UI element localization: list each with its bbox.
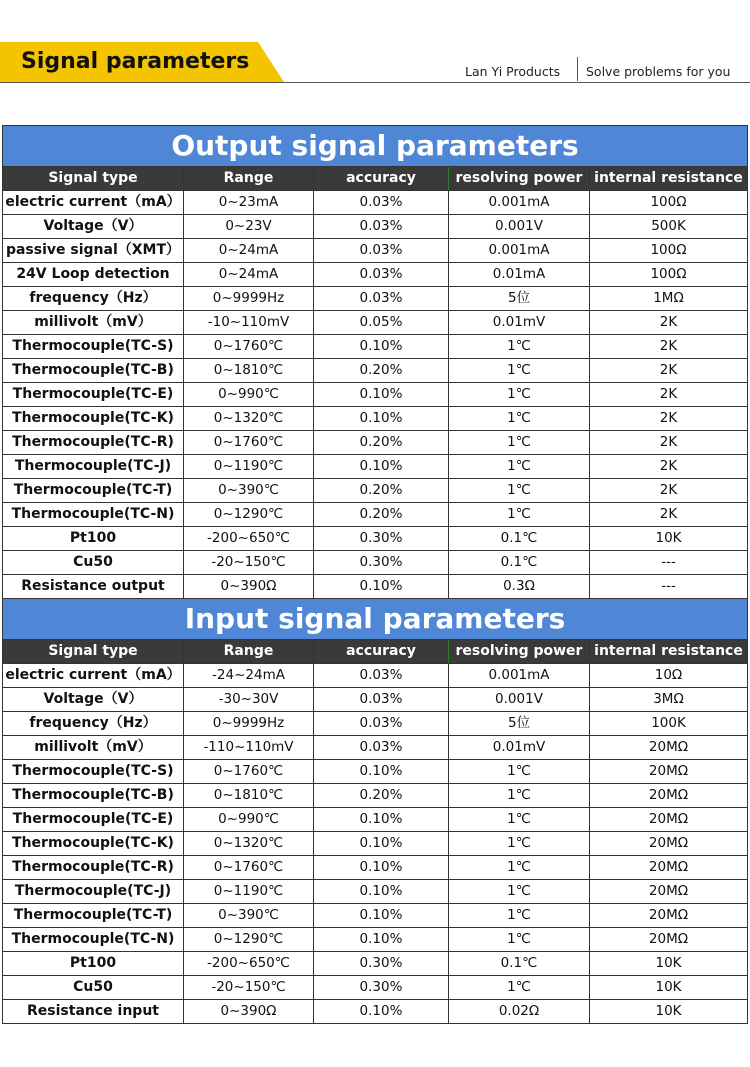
table-row <box>3 664 748 688</box>
table-row <box>3 952 748 976</box>
table-row <box>3 1000 748 1024</box>
table-cell: 0.05% <box>314 311 449 335</box>
column-header: Range <box>184 640 314 664</box>
table-row <box>3 407 748 431</box>
table-cell: 1℃ <box>449 359 590 383</box>
header-rule <box>0 82 750 83</box>
table-cell: 0.30% <box>314 952 449 976</box>
signal-type-cell: Thermocouple(TC-T) <box>3 479 184 503</box>
table-row <box>3 431 748 455</box>
table-cell: -20~150℃ <box>184 551 314 575</box>
column-header: resolving power <box>449 167 590 191</box>
table-row <box>3 263 748 287</box>
table-cell: 0.10% <box>314 928 449 952</box>
table-cell: 0~1290℃ <box>184 928 314 952</box>
signal-type-cell: Thermocouple(TC-K) <box>3 407 184 431</box>
table-row <box>3 551 748 575</box>
signal-type-cell: Thermocouple(TC-B) <box>3 784 184 808</box>
table-cell: 0.001mA <box>449 191 590 215</box>
table-cell: 2K <box>590 503 748 527</box>
signal-type-cell: 24V Loop detection <box>3 263 184 287</box>
table-cell: 0~1290℃ <box>184 503 314 527</box>
table-cell: 1℃ <box>449 904 590 928</box>
table-cell: 1℃ <box>449 503 590 527</box>
signal-type-cell: millivolt（mV） <box>3 736 184 760</box>
table-cell: 10K <box>590 952 748 976</box>
table-cell: 0.10% <box>314 575 449 599</box>
table-cell: 0~1760℃ <box>184 856 314 880</box>
table-row <box>3 712 748 736</box>
table-cell: 0.03% <box>314 263 449 287</box>
table-cell: 1℃ <box>449 808 590 832</box>
table-cell: 20MΩ <box>590 832 748 856</box>
table-cell: 1℃ <box>449 760 590 784</box>
column-header: internal resistance <box>590 167 748 191</box>
table-cell: 1℃ <box>449 479 590 503</box>
table-cell: -24~24mA <box>184 664 314 688</box>
input-header-row <box>3 640 748 664</box>
table-cell: 0.02Ω <box>449 1000 590 1024</box>
signal-type-cell: Resistance output <box>3 575 184 599</box>
signal-type-cell: Cu50 <box>3 976 184 1000</box>
signal-type-cell: frequency（Hz） <box>3 712 184 736</box>
output-section-title-row <box>3 126 748 167</box>
table-cell: 0~990℃ <box>184 808 314 832</box>
signal-parameters-table <box>2 125 748 1024</box>
table-cell: 0.20% <box>314 784 449 808</box>
table-cell: 0.10% <box>314 455 449 479</box>
table-cell: 0.001V <box>449 215 590 239</box>
table-cell: 0.10% <box>314 856 449 880</box>
table-row <box>3 575 748 599</box>
column-header: Signal type <box>3 640 184 664</box>
table-cell: 0.1℃ <box>449 952 590 976</box>
signal-type-cell: Thermocouple(TC-J) <box>3 455 184 479</box>
table-cell: 0~1760℃ <box>184 335 314 359</box>
output-section-title: Output signal parameters <box>3 126 748 167</box>
table-row <box>3 904 748 928</box>
table-cell: 0.03% <box>314 239 449 263</box>
table-cell: 100Ω <box>590 263 748 287</box>
table-cell: -200~650℃ <box>184 527 314 551</box>
signal-type-cell: electric current（mA） <box>3 191 184 215</box>
table-cell: 0.03% <box>314 688 449 712</box>
signal-type-cell: Thermocouple(TC-J) <box>3 880 184 904</box>
signal-type-cell: Pt100 <box>3 527 184 551</box>
table-cell: 0.01mV <box>449 736 590 760</box>
table-cell: 0~1760℃ <box>184 431 314 455</box>
table-cell: 1℃ <box>449 832 590 856</box>
table-cell: 0~1320℃ <box>184 832 314 856</box>
table-cell: 0.10% <box>314 880 449 904</box>
signal-type-cell: Thermocouple(TC-E) <box>3 383 184 407</box>
signal-type-cell: Voltage（V） <box>3 688 184 712</box>
table-row <box>3 359 748 383</box>
signal-type-cell: Thermocouple(TC-E) <box>3 808 184 832</box>
table-cell: 100Ω <box>590 239 748 263</box>
signal-type-cell: Thermocouple(TC-R) <box>3 431 184 455</box>
table-cell: 0~390℃ <box>184 904 314 928</box>
table-cell: 20MΩ <box>590 760 748 784</box>
signal-type-cell: millivolt（mV） <box>3 311 184 335</box>
signal-type-cell: Thermocouple(TC-T) <box>3 904 184 928</box>
table-row <box>3 928 748 952</box>
table-cell: 0.001V <box>449 688 590 712</box>
table-cell: 2K <box>590 383 748 407</box>
table-cell: 0.03% <box>314 287 449 311</box>
table-row <box>3 784 748 808</box>
table-cell: 0.10% <box>314 760 449 784</box>
table-cell: 0~1320℃ <box>184 407 314 431</box>
signal-type-cell: Thermocouple(TC-S) <box>3 335 184 359</box>
signal-type-cell: Thermocouple(TC-S) <box>3 760 184 784</box>
signal-type-cell: Pt100 <box>3 952 184 976</box>
table-cell: 0.1℃ <box>449 527 590 551</box>
table-cell: 500K <box>590 215 748 239</box>
column-header: Range <box>184 167 314 191</box>
column-header: accuracy <box>314 640 449 664</box>
table-cell: 0.30% <box>314 551 449 575</box>
table-cell: 1℃ <box>449 455 590 479</box>
output-header-row <box>3 167 748 191</box>
table-row <box>3 287 748 311</box>
table-row <box>3 976 748 1000</box>
table-row <box>3 335 748 359</box>
table-cell: 0.10% <box>314 832 449 856</box>
table-cell: 5位 <box>449 712 590 736</box>
input-section-title-row <box>3 599 748 640</box>
table-cell: --- <box>590 551 748 575</box>
page-title: Signal parameters <box>21 49 250 74</box>
signal-type-cell: Thermocouple(TC-B) <box>3 359 184 383</box>
table-cell: 0.03% <box>314 215 449 239</box>
table-cell: 0.10% <box>314 335 449 359</box>
table-cell: 1℃ <box>449 784 590 808</box>
table-cell: 20MΩ <box>590 784 748 808</box>
table-cell: 2K <box>590 479 748 503</box>
table-cell: 0~1810℃ <box>184 359 314 383</box>
signal-type-cell: Thermocouple(TC-K) <box>3 832 184 856</box>
table-row <box>3 688 748 712</box>
table-row <box>3 455 748 479</box>
table-cell: 0~390Ω <box>184 1000 314 1024</box>
table-row <box>3 880 748 904</box>
table-cell: 1℃ <box>449 928 590 952</box>
table-row <box>3 503 748 527</box>
table-cell: 0.10% <box>314 808 449 832</box>
brand-tag: Lan Yi Products <box>465 64 561 79</box>
signal-type-cell: passive signal（XMT） <box>3 239 184 263</box>
table-row <box>3 479 748 503</box>
table-cell: 0.01mA <box>449 263 590 287</box>
table-cell: 0.1℃ <box>449 551 590 575</box>
table-cell: 0.10% <box>314 407 449 431</box>
signal-type-cell: frequency（Hz） <box>3 287 184 311</box>
table-cell: 0~1810℃ <box>184 784 314 808</box>
table-cell: -110~110mV <box>184 736 314 760</box>
table-row <box>3 736 748 760</box>
table-cell: -30~30V <box>184 688 314 712</box>
table-cell: 0~390Ω <box>184 575 314 599</box>
table-cell: 0.10% <box>314 904 449 928</box>
table-cell: 10K <box>590 1000 748 1024</box>
table-cell: 1MΩ <box>590 287 748 311</box>
table-cell: 0~9999Hz <box>184 287 314 311</box>
table-cell: 0.20% <box>314 431 449 455</box>
table-cell: 1℃ <box>449 335 590 359</box>
table-cell: 3MΩ <box>590 688 748 712</box>
table-cell: 2K <box>590 407 748 431</box>
table-cell: 0.20% <box>314 479 449 503</box>
column-header: internal resistance <box>590 640 748 664</box>
table-cell: 10K <box>590 527 748 551</box>
column-header: Signal type <box>3 167 184 191</box>
table-cell: 0.001mA <box>449 239 590 263</box>
table-cell: -10~110mV <box>184 311 314 335</box>
table-cell: 0.03% <box>314 664 449 688</box>
table-cell: 0.001mA <box>449 664 590 688</box>
table-row <box>3 527 748 551</box>
table-cell: 0.01mV <box>449 311 590 335</box>
table-cell: 5位 <box>449 287 590 311</box>
signal-type-cell: Thermocouple(TC-N) <box>3 928 184 952</box>
table-cell: 0.3Ω <box>449 575 590 599</box>
table-cell: 0.10% <box>314 383 449 407</box>
table-cell: 0~23V <box>184 215 314 239</box>
table-cell: 20MΩ <box>590 856 748 880</box>
signal-type-cell: Resistance input <box>3 1000 184 1024</box>
table-cell: 0.03% <box>314 712 449 736</box>
table-cell: 2K <box>590 359 748 383</box>
column-header: accuracy <box>314 167 449 191</box>
signal-type-cell: Thermocouple(TC-R) <box>3 856 184 880</box>
signal-type-cell: Voltage（V） <box>3 215 184 239</box>
table-cell: 2K <box>590 335 748 359</box>
table-row <box>3 832 748 856</box>
table-cell: 0~1190℃ <box>184 880 314 904</box>
table-cell: 0~990℃ <box>184 383 314 407</box>
signal-type-cell: electric current（mA） <box>3 664 184 688</box>
table-cell: 1℃ <box>449 880 590 904</box>
table-cell: 2K <box>590 431 748 455</box>
table-cell: 2K <box>590 311 748 335</box>
table-row <box>3 760 748 784</box>
table-cell: 0.03% <box>314 736 449 760</box>
table-cell: 0.03% <box>314 191 449 215</box>
table-cell: 10K <box>590 976 748 1000</box>
table-cell: 10Ω <box>590 664 748 688</box>
table-cell: 0.20% <box>314 359 449 383</box>
table-cell: 1℃ <box>449 407 590 431</box>
table-row <box>3 215 748 239</box>
table-cell: -200~650℃ <box>184 952 314 976</box>
table-cell: 0~9999Hz <box>184 712 314 736</box>
table-cell: 0.10% <box>314 1000 449 1024</box>
table-row <box>3 383 748 407</box>
table-cell: --- <box>590 575 748 599</box>
signal-type-cell: Thermocouple(TC-N) <box>3 503 184 527</box>
table-cell: 0~23mA <box>184 191 314 215</box>
table-cell: -20~150℃ <box>184 976 314 1000</box>
table-cell: 20MΩ <box>590 880 748 904</box>
table-cell: 0.30% <box>314 527 449 551</box>
table-cell: 0.30% <box>314 976 449 1000</box>
table-cell: 0~1760℃ <box>184 760 314 784</box>
table-cell: 0~24mA <box>184 263 314 287</box>
column-header: resolving power <box>449 640 590 664</box>
table-cell: 20MΩ <box>590 928 748 952</box>
table-cell: 1℃ <box>449 431 590 455</box>
table-row <box>3 311 748 335</box>
table-cell: 20MΩ <box>590 808 748 832</box>
table-row <box>3 191 748 215</box>
signal-type-cell: Cu50 <box>3 551 184 575</box>
table-cell: 0~390℃ <box>184 479 314 503</box>
table-row <box>3 808 748 832</box>
table-cell: 20MΩ <box>590 736 748 760</box>
input-section-title: Input signal parameters <box>3 599 748 640</box>
table-cell: 2K <box>590 455 748 479</box>
table-row <box>3 239 748 263</box>
table-cell: 1℃ <box>449 856 590 880</box>
table-cell: 1℃ <box>449 976 590 1000</box>
table-cell: 1℃ <box>449 383 590 407</box>
table-cell: 100K <box>590 712 748 736</box>
table-cell: 100Ω <box>590 191 748 215</box>
table-cell: 0.20% <box>314 503 449 527</box>
table-row <box>3 856 748 880</box>
table-cell: 0~24mA <box>184 239 314 263</box>
tag-divider <box>577 57 578 81</box>
table-cell: 20MΩ <box>590 904 748 928</box>
slogan-tag: Solve problems for you <box>586 64 731 79</box>
table-cell: 0~1190℃ <box>184 455 314 479</box>
